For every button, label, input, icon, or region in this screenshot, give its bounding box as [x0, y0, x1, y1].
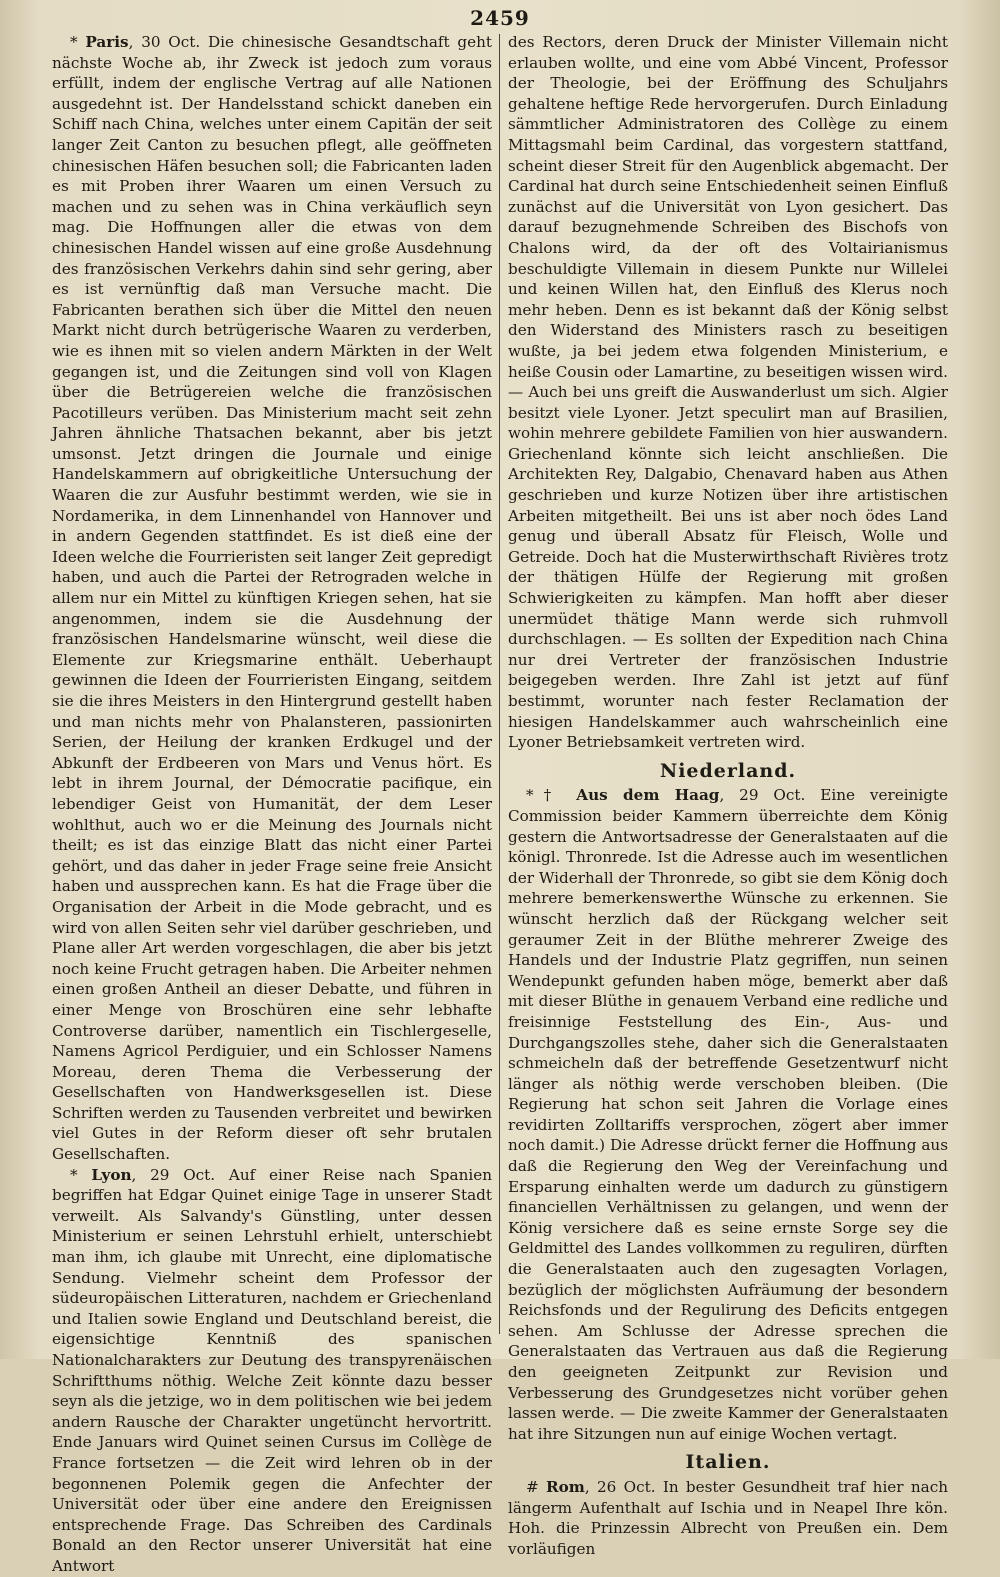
page-number: 2459	[470, 6, 530, 30]
article-body: Die chinesische Gesandtschaft geht nächste Woche ab, ihr Zweck ist jedoch zum voraus erfüllt, indem der englische Vertrag auf alle Nationen ausgedehnt ist. Der Handelsstand schickt daneben ein Schiff nach China, welches unter einem Capitän der seit langer Zeit Canton zu besuchen pflegt, alle geöffneten chinesischen Häfen besuchen soll; die Fabricanten laden es mit Proben ihrer Waaren um einen Versuch zu machen und zu sehen was in China verkäuflich seyn mag. Die Hoffnungen aller die etwas von dem chinesischen Handel wissen auf eine große Ausdehnung des französischen Verkehrs dahin sind sehr gering, aber es ist vernünftig daß man Versuche macht. Die Fabricanten berathen sich über die Mittel den neuen Markt nicht durch betrügerische Waaren zu verderben, wie es ihnen mit so vielen andern Märkten in der Welt gegangen ist, und die Zeitungen sind voll von Klagen über die Betrügereien welche die französischen Pacotilleurs verüben. Das Ministerium macht seit zehn Jahren ähnliche Thatsachen bekannt, aber bis jetzt umsonst. Jetzt dringen die Journale und einige Handelskammern auf obrigkeitliche Untersuchung der Waaren die zur Ausfuhr bestimmt werden, wie sie in Nordamerika, in dem Linnenhandel von Hannover und in andern Gegenden stattfindet. Es ist dieß eine der Ideen welche die Fourrieristen seit langer Zeit gepredigt haben, und auch die Partei der Retrograden welche in allem nur ein Mittel zu künftigen Kriegen sehen, hat sie angenommen, indem sie die Ausdehnung der französischen Handelsmarine wünscht, weil diese die Elemente zur Kriegsmarine enthält. Ueberhaupt gewinnen die Ideen der Fourrieristen Eingang, seitdem sie die ihres Meisters in den Hintergrund gestellt haben und man nichts mehr von Phalansteren, passionirten Serien, der Heilung der kranken Erdkugel und der Abkunft der Erdbeeren von Mars und Venus hört. Es lebt in ihrem Journal, der Démocratie pacifique, ein lebendiger Geist von Humanität, der dem Leser wohlthut, auch wo er die Meinung des Journals nicht theilt; es ist das einzige Blatt das nicht einer Partei gehört, und das daher in jeder Frage seine freie Ansicht haben und aussprechen kann. Es hat die Frage über die Organisation der Arbeit in die Mode gebracht, und es wird von allen Seiten sehr viel darüber geschrieben, und Plane aller Art werden vorgeschlagen, die aber bis jetzt noch keine Frucht getragen haben. Die Arbeiter nehmen einen großen Antheil an dieser Debatte, und führen in einer Menge von Broschüren eine sehr lebhafte Controverse darüber, namentlich ein Tischlergeselle, Namens Agricol Perdiguier, und ein Schlosser Namens Moreau, deren Thema die Verbesserung der Gesellschaften von Handwerksgesellen ist. Diese Schriften werden zu Tausenden verbreitet und bewirken viel Gutes in der Reform dieser oft sehr brutalen Gesellschaften.	[52, 33, 493, 1164]
article-date: , 29 Oct.	[719, 786, 806, 805]
article-lyon	[52, 1165, 492, 1577]
right-column	[508, 32, 949, 1558]
article-marker: *	[70, 1165, 92, 1184]
article-date: , 29 Oct.	[131, 1165, 216, 1184]
article-rom	[508, 1477, 948, 1559]
article-lyon-continued: des Rectors, deren Druck der Minister Villemain nicht erlauben wollte, und eine vom Abbé Vincent, Professor der Theologie, bei der Eröffnung des Schuljahrs gehaltene heftige Rede hervorgerufen. Durch Einladung sämmtlicher Administratoren des Collège zu einem Mittagsmahl beim Cardinal, das vorgestern stattfand, scheint dieser Streit für den Augenblick abgemacht. Der Cardinal hat durch seine Entschiedenheit seinen Einfluß zunächst auf die Universität von Lyon gesichert. Das darauf bezugnehmende Schreiben des Bischofs von Chalons wird, da der oft des Voltairianismus beschuldigte Villemain in diesem Punkte nur Willelei und keinen Willen hat, den Einfluß des Klerus noch mehr heben. Denn es ist bekannt daß der König selbst den Widerstand des Ministers rasch zu beseitigen wußte, ja bei jedem etwa folgenden Ministerium, e heiße Cousin oder Lamartine, zu beseitigen wissen wird. — Auch bei uns greift die Auswanderlust um sich. Algier besitzt viele Lyoner. Jetzt speculirt man auf Brasilien, wohin mehrere gebildete Familien von hier auswandern. Griechenland könnte sich leicht anschließen. Die Architekten Rey, Dalgabio, Chenavard haben aus Athen geschrieben und kurze Notizen über ihre artistischen Arbeiten mitgetheilt. Bei uns ist aber noch ödes Land genug und überall Absatz für Fleisch, Wolle und Getreide. Doch hat die Musterwirthschaft Rivières trotz der thätigen Hülfe der Regierung mit großen Schwierigkeiten zu kämpfen. Man hofft aber dieser unermüdet thätige Mann werde sich ruhmvoll durchschlagen. — Es sollten der Expedition nach China nur drei Vertreter der französischen Industrie beigegeben werden. Ihre Zahl ist jetzt auf fünf bestimmt, worunter nach fester Reclamation der hiesigen Handelskammer auch wahrscheinlich eine Lyoner Betriebsamkeit vertreten wird.	[508, 33, 948, 752]
article-body: Eine vereinigte Commission beider Kammern überreichte dem König gestern die Antwortsadresse der Generalstaaten auf die königl. Thronrede. Ist die Adresse auch im wesentlichen der Widerhall der Thronrede, so gibt sie dem König doch mehrere bemerkenswerthe Wünsche zu erkennen. Sie wünscht herzlich daß der Rückgang welcher seit geraumer Zeit in der Blüthe mehrerer Zweige des Handels und der Industrie Platz gegriffen, nun seinen Wendepunkt gefunden haben möge, bemerkt aber daß mit dieser Blüthe in genauem Verband eine redliche und freisinnige Feststellung des Ein-, Aus- und Durchgangszolles stehe, daher sich die Generalstaaten schmeicheln daß der betreffende Gesetzentwurf nicht länger als nöthig werde verschoben bleiben. (Die Regierung hat schon seit Jahren die Vorlage eines revidirten Zolltariffs versprochen, zögert aber immer noch damit.) Die Adresse drückt ferner die Hoffnung aus daß die Regierung den Weg der Vereinfachung und Ersparung einhalten werde um dadurch zu günstigern financiellen Verhältnissen zu gelangen, und wenn der König versichere daß es seine ernste Sorge sey die Geldmittel des Landes vollkommen zu reguliren, dürften die Generalstaaten auch den zugesagten Vorlagen, bezüglich der möglichsten Aufräumung der besondern Reichsfonds und der Regulirung des Deficits entgegen sehen. Am Schlusse der Adresse sprechen die Generalstaaten das Vertrauen aus daß die Regierung den geeigneten Zeitpunkt zur Revision und Verbesserung des Grundgesetzes nicht vorüber gehen lassen werde. — Die zweite Kammer der Generalstaaten hat ihre Sitzungen nun auf einige Wochen vertagt.	[508, 786, 949, 1443]
article-date: , 26 Oct.	[584, 1477, 656, 1496]
column-divider	[499, 34, 500, 1334]
article-marker: *	[70, 33, 86, 51]
article-body: In bester Gesundheit traf hier nach längerm Aufenthalt auf Ischia und in Neapel Ihre kön. Hoh. die Prinzessin Albrecht von Preußen ein. Dem vorläufigen	[508, 1477, 948, 1558]
article-marker: *†	[526, 786, 577, 805]
article-date: , 30 Oct.	[128, 33, 201, 51]
article-body: Auf einer Reise nach Spanien begriffen hat Edgar Quinet einige Tage in unserer Stadt verweilt. Als Salvandy's Günstling, unter dessen Ministerium er seinen Lehrstuhl erhielt, unterschiebt man ihm, ich glaube mit Unrecht, eine diplomatische Sendung. Vielmehr scheint dem Professor der südeuropäischen Litteraturen, nachdem er Griechenland und Italien sowie England und Deutschland bereist, die eigensichtige Kenntniß des spanischen Nationalcharakters zur Deutung des transpyrenäischen Schriftthums nöthig. Welche Zeit könnte dazu besser seyn als die jetzige, wo in dem politischen wie bei jedem andern Rausche der Charakter ungetüncht hervortritt. Ende Januars wird Quinet seinen Cursus im Collège de France fortsetzen — die Zeit wird lehren ob in der begonnenen Polemik gegen die Anfechter der Universität oder über eine andere den Ereignissen entsprechende Frage. Das Schreiben des Cardinals Bonald an den Rector unserer Universität hat eine Antwort	[52, 1165, 492, 1575]
article-marker: #	[526, 1477, 547, 1496]
left-column	[52, 32, 493, 1575]
article-place: Rom	[546, 1477, 585, 1496]
article-place: Aus dem Haag	[576, 786, 720, 805]
article-haag	[508, 785, 948, 1444]
section-heading-niederland: Niederland.	[659, 759, 797, 782]
article-place: Lyon	[91, 1165, 132, 1184]
article-paris	[52, 32, 492, 1165]
section-heading-italien: Italien.	[685, 1451, 771, 1474]
article-place: Paris	[85, 33, 129, 51]
